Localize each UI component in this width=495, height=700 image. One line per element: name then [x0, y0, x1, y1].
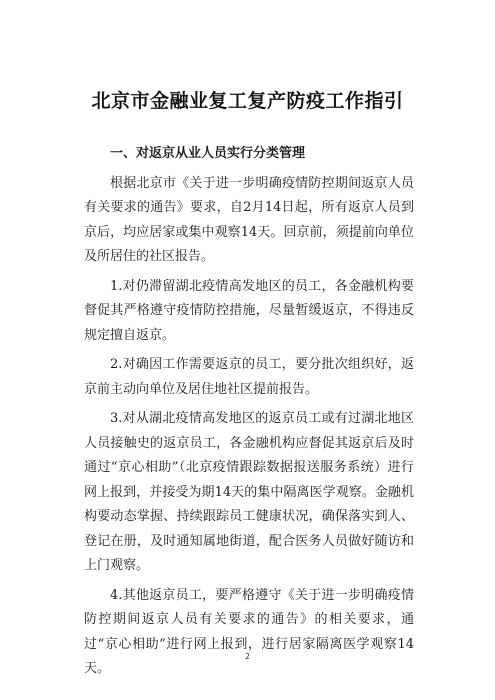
paragraph-item-1: 1.对仍滞留湖北疫情高发地区的员工，各金融机构要督促其严格遵守疫情防控措施，尽量暂缓返京，不得违反规定擅自返京。: [84, 278, 414, 343]
paragraph-intro: 根据北京市《关于进一步明确疫情防控期间返京人员有关要求的通告》要求，自2月14日起，所有返京人员到京后，均应居家或集中观察14天。回京前，须提前向单位及所居住的社区报告。: [84, 175, 414, 264]
paragraph-item-2: 2.对确因工作需要返京的员工，要分批次组织好，返京前主动向单位及居住地社区提前报告。: [84, 357, 414, 397]
paragraph-item-3: 3.对从湖北疫情高发地区的返京员工或有过湖北地区人员接触史的返京员工，各金融机构应督促其返京后及时通过“京心相助”（北京疫情跟踪数据报送服务系统）进行网上报到，并接受为期14天的集中隔离医学观察。金融机构要动态掌握、持续跟踪员工健康状况，确保落实到人、登记在册，及时通知属地街道，配合医务人员做好随访和上门观察。: [84, 411, 414, 573]
page-number: 2: [244, 652, 251, 661]
section-heading: 一、对返京从业人员实行分类管理: [110, 146, 306, 161]
document-title: 北京市金融业复工复产防疫工作指引: [91, 90, 404, 112]
document-body: [84, 142, 414, 687]
paragraph-item-4: 4.其他返京员工，要严格遵守《关于进一步明确疫情防控期间返京人员有关要求的通告》的相关要求，通过“京心相助”进行网上报到，进行居家隔离医学观察14天。: [84, 587, 414, 676]
